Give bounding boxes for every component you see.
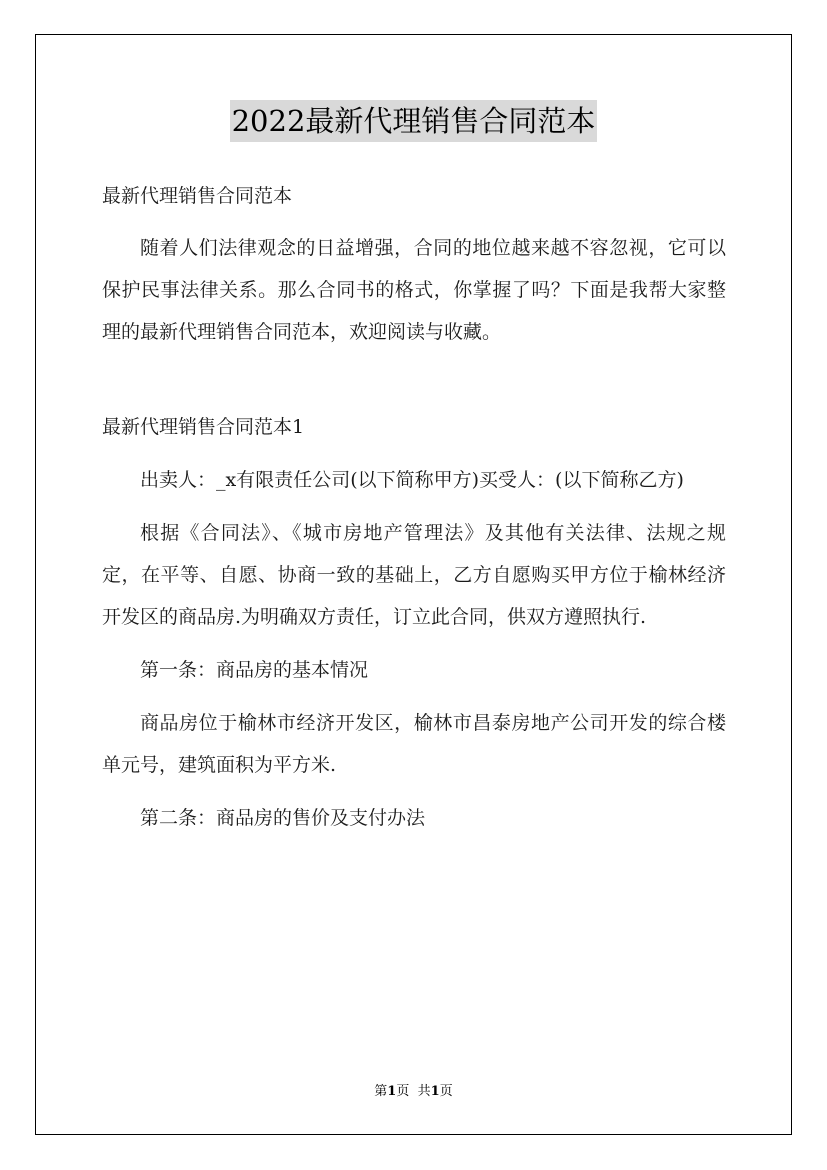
article-1-body: 商品房位于榆林市经济开发区，榆林市昌泰房地产公司开发的综合楼单元号，建筑面积为平方米.: [102, 712, 726, 776]
page-label-prefix: 第: [374, 1084, 388, 1099]
page-label-suffix: 页: [396, 1084, 410, 1099]
intro-paragraph: 随着人们法律观念的日益增强，合同的地位越来越不容忽视，它可以保护民事法律关系。那么合同书的格式，你掌握了吗？下面是我帮大家整理的最新代理销售合同范本，欢迎阅读与收藏。: [102, 237, 726, 343]
document-title: 2022最新代理销售合同范本: [230, 100, 598, 142]
subtitle: 最新代理销售合同范本: [102, 185, 293, 207]
page-footer: [0, 1082, 827, 1102]
total-label-prefix: 共: [417, 1084, 431, 1099]
title-container: [0, 100, 827, 142]
total-label-suffix: 页: [439, 1084, 453, 1099]
article-1-heading: 第一条：商品房的基本情况: [140, 659, 369, 681]
total-pages: 1: [430, 1084, 440, 1099]
basis-paragraph: 根据《合同法》、《城市房地产管理法》及其他有关法律、法规之规定，在平等、自愿、协商一致的基础上，乙方自愿购买甲方位于榆林经济开发区的商品房.为明确双方责任，订立此合同，供双方遵照执行.: [102, 522, 726, 628]
article-2-heading: 第二条：商品房的售价及支付办法: [140, 807, 426, 829]
parties-paragraph: 出卖人：_x有限责任公司(以下简称甲方)买受人：(以下简称乙方): [140, 469, 684, 491]
section-heading: 最新代理销售合同范本1: [102, 416, 305, 438]
page-number: 1: [387, 1084, 397, 1099]
document-body: [102, 175, 726, 839]
